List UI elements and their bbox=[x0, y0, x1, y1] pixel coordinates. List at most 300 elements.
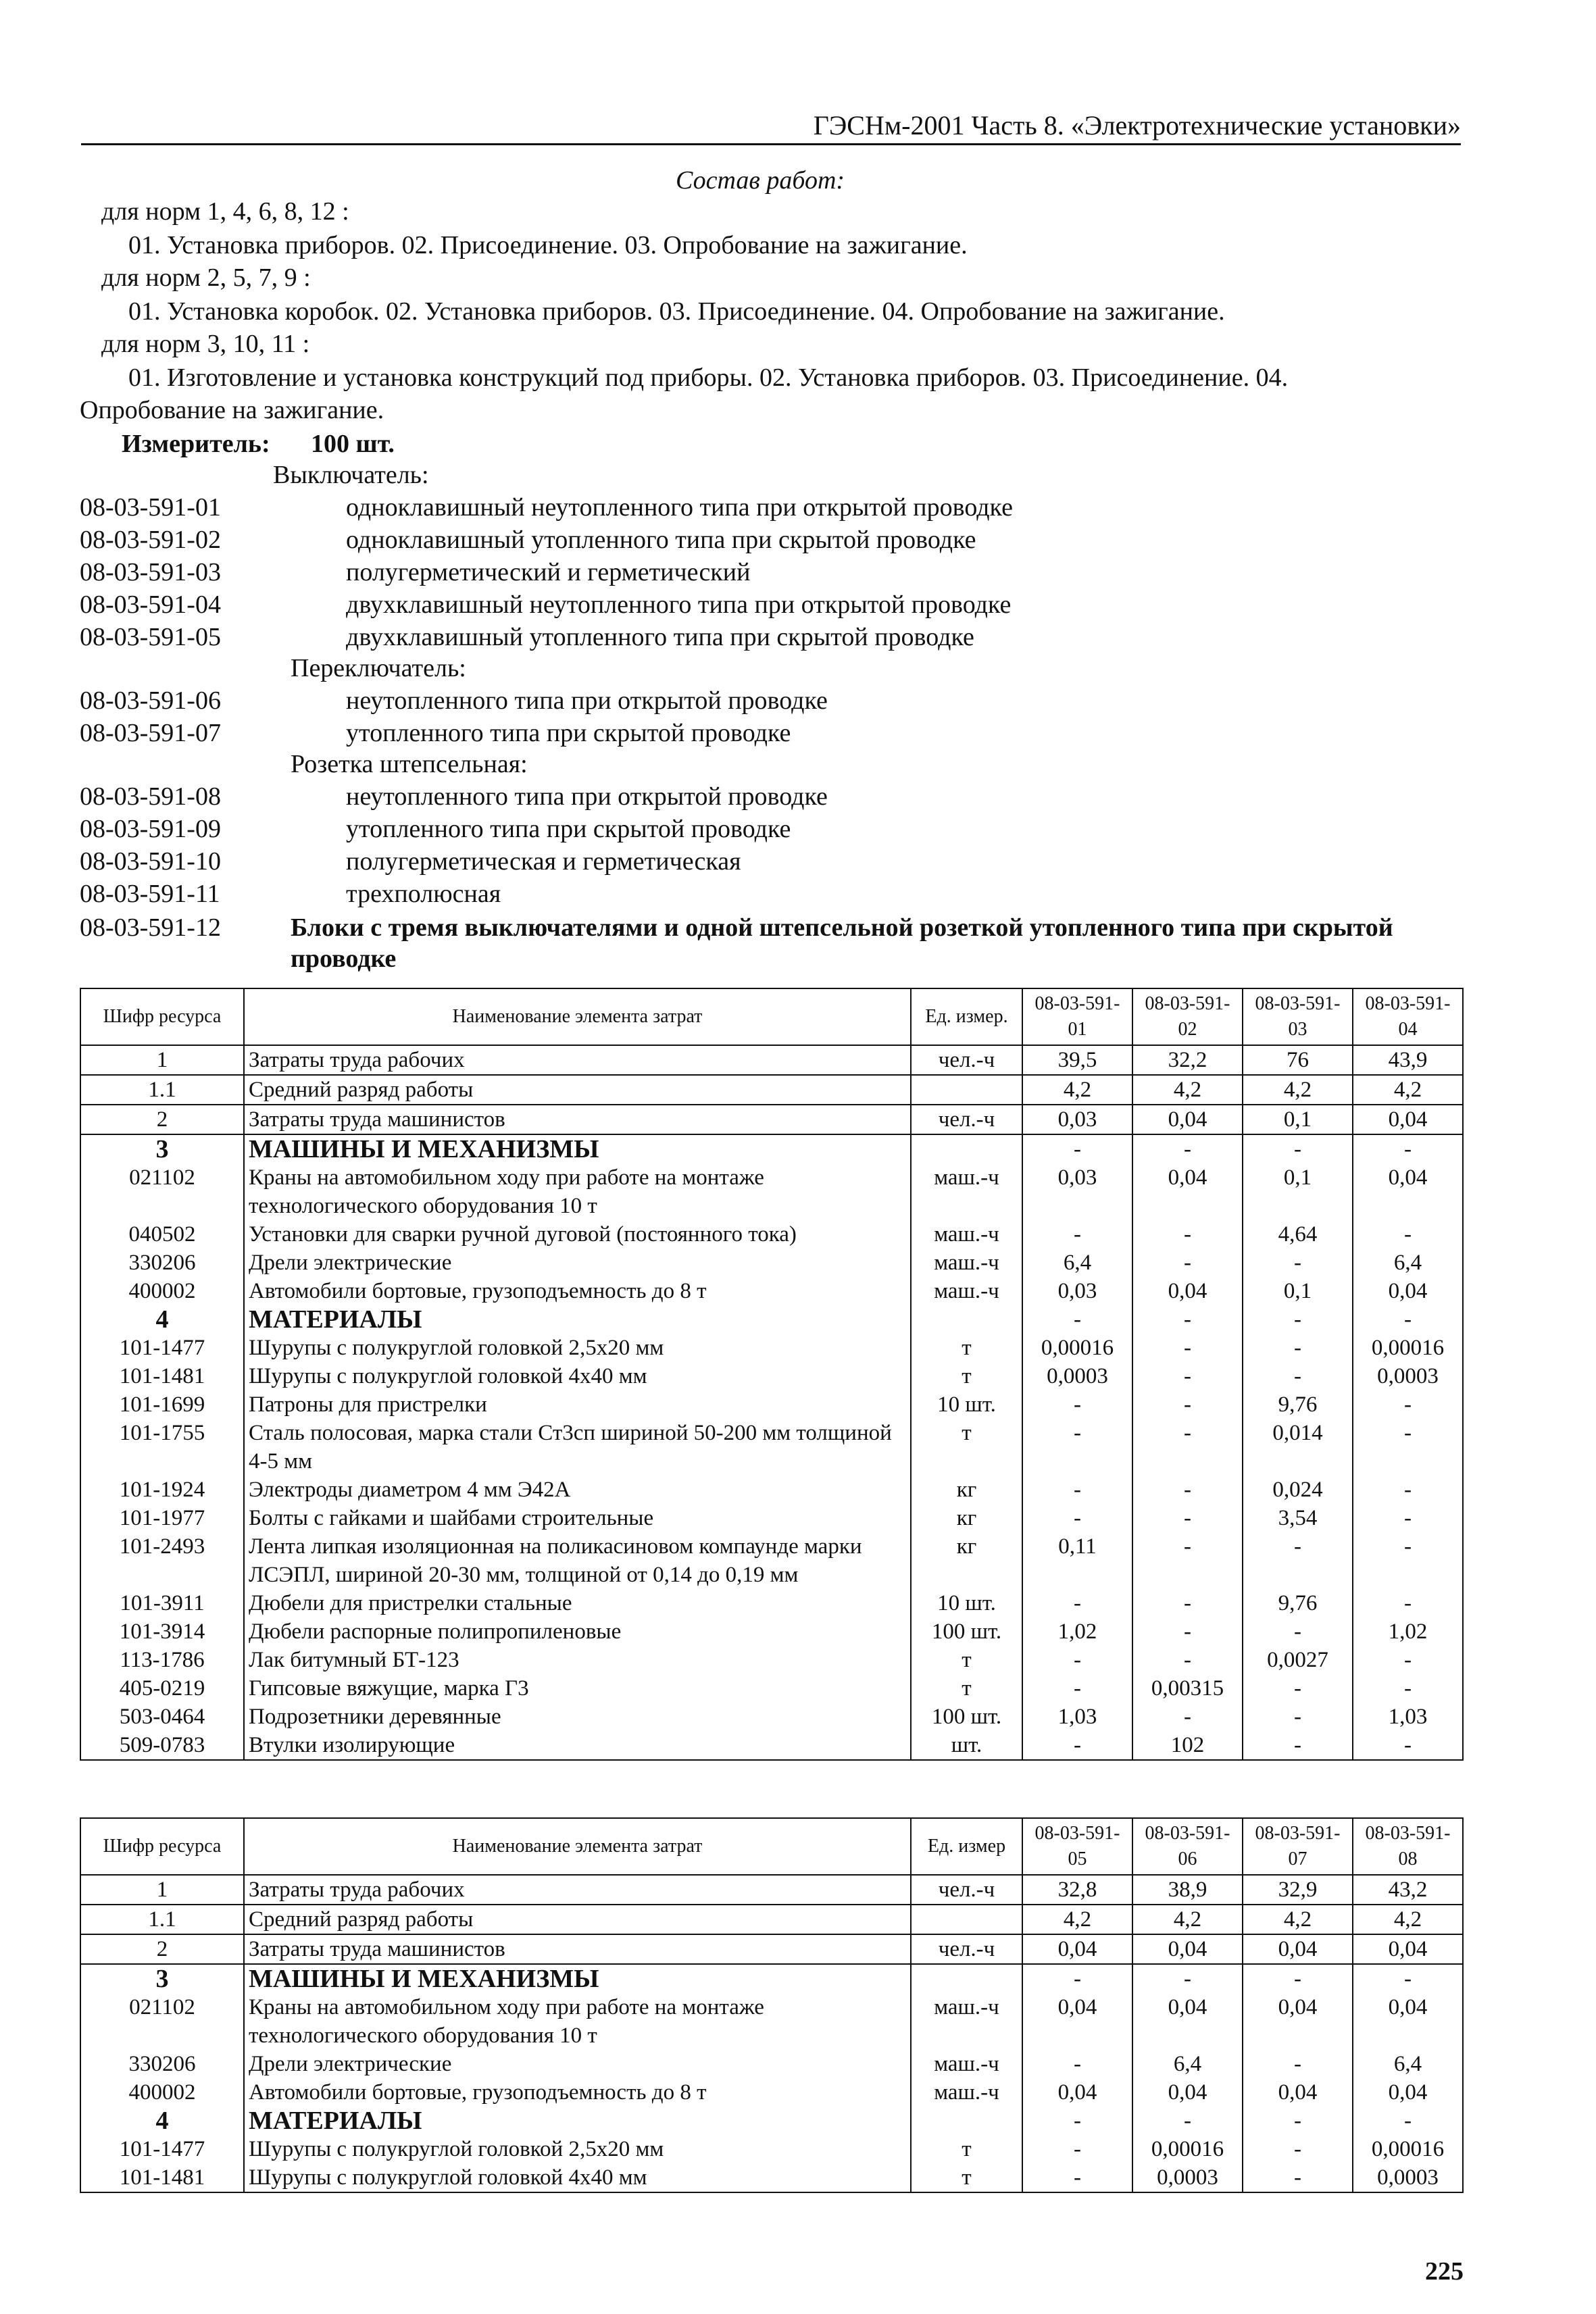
cell-value: 4,2 bbox=[1022, 1075, 1132, 1105]
table-1-body bbox=[80, 1045, 1463, 1760]
cell-value: 0,0003 bbox=[1132, 2163, 1243, 2192]
cell-name: Шурупы с полукруглой головкой 4х40 мм bbox=[244, 2163, 911, 2192]
cell-value: - bbox=[1243, 1305, 1353, 1334]
cell-unit: чел.-ч bbox=[911, 1875, 1022, 1905]
cell-value: 0,04 bbox=[1353, 1105, 1463, 1134]
table-row bbox=[80, 1589, 1463, 1617]
table-row bbox=[80, 1964, 1463, 1993]
cell-name: Краны на автомобильном ходу при работе на монтаже технологического оборудования 10 т bbox=[244, 1993, 911, 2050]
table-row bbox=[80, 1075, 1463, 1105]
cell-value: 4,2 bbox=[1132, 1075, 1243, 1105]
cell-unit: маш.-ч bbox=[911, 2050, 1022, 2078]
cell-name: МАШИНЫ И МЕХАНИЗМЫ bbox=[244, 1964, 911, 1993]
table-row bbox=[80, 1277, 1463, 1305]
cell-value: - bbox=[1353, 1532, 1463, 1589]
composition-text-3: 01. Изготовление и установка конструкций под приборы. 02. Установка приборов. 03. Присоединение. 04. bbox=[128, 363, 1289, 392]
table-row bbox=[80, 1993, 1463, 2050]
table-row bbox=[80, 1703, 1463, 1731]
cell-value: - bbox=[1243, 1134, 1353, 1163]
cell-value: - bbox=[1022, 2163, 1132, 2192]
cell-value: - bbox=[1132, 1589, 1243, 1617]
cell-value: - bbox=[1022, 1731, 1132, 1760]
table-row bbox=[80, 1134, 1463, 1163]
cell-value: - bbox=[1243, 1334, 1353, 1362]
cell-code: 101-3914 bbox=[80, 1617, 244, 1646]
cell-code: 101-2493 bbox=[80, 1532, 244, 1589]
norm-desc: двухклавишный неутопленного типа при открытой проводке bbox=[346, 590, 1012, 619]
cell-name: Установки для сварки ручной дуговой (постоянного тока) bbox=[244, 1220, 911, 1249]
header-norm: 08-03-591-08 bbox=[1353, 1818, 1463, 1875]
cell-value: - bbox=[1132, 1504, 1243, 1532]
table-row bbox=[80, 1674, 1463, 1703]
cell-value: 4,64 bbox=[1243, 1220, 1353, 1249]
cell-name: Краны на автомобильном ходу при работе на монтаже технологического оборудования 10 т bbox=[244, 1163, 911, 1220]
cell-value: - bbox=[1132, 1703, 1243, 1731]
cell-value: 9,76 bbox=[1243, 1390, 1353, 1419]
norm-code: 08-03-591-10 bbox=[80, 847, 221, 876]
cell-name: Сталь полосовая, марка стали Ст3сп шириной 50-200 мм толщиной 4-5 мм bbox=[244, 1419, 911, 1476]
table-row bbox=[80, 1504, 1463, 1532]
cell-value: - bbox=[1022, 1674, 1132, 1703]
cell-value: 4,2 bbox=[1243, 1905, 1353, 1934]
cell-unit: т bbox=[911, 2135, 1022, 2163]
cell-value: 0,0027 bbox=[1243, 1646, 1353, 1674]
header-norm: 08-03-591-01 bbox=[1022, 988, 1132, 1045]
cell-value: - bbox=[1353, 1305, 1463, 1334]
cell-value: 0,04 bbox=[1132, 1993, 1243, 2050]
cell-value: 0,00315 bbox=[1132, 1674, 1243, 1703]
cell-value: 0,04 bbox=[1353, 1277, 1463, 1305]
cell-value: - bbox=[1022, 1964, 1132, 1993]
cell-value: 0,024 bbox=[1243, 1476, 1353, 1504]
table-row bbox=[80, 1934, 1463, 1964]
cell-value: 76 bbox=[1243, 1045, 1353, 1075]
cell-value: - bbox=[1132, 1334, 1243, 1362]
cell-value: - bbox=[1353, 1390, 1463, 1419]
cell-value: - bbox=[1243, 2163, 1353, 2192]
header-unit: Ед. измер bbox=[911, 1818, 1022, 1875]
table-row bbox=[80, 2107, 1463, 2135]
cell-value: - bbox=[1353, 1504, 1463, 1532]
norm-desc: утопленного типа при скрытой проводке bbox=[346, 815, 791, 843]
cell-value: - bbox=[1022, 2107, 1132, 2135]
composition-text-3b: Опробование на зажигание. bbox=[80, 396, 384, 424]
cell-name: Болты с гайками и шайбами строительные bbox=[244, 1504, 911, 1532]
cell-unit bbox=[911, 1305, 1022, 1334]
cell-value: 1,02 bbox=[1353, 1617, 1463, 1646]
cell-unit bbox=[911, 1905, 1022, 1934]
cell-code: 101-3911 bbox=[80, 1589, 244, 1617]
cell-value: 32,8 bbox=[1022, 1875, 1132, 1905]
cell-value: 4,2 bbox=[1243, 1075, 1353, 1105]
table-row bbox=[80, 1362, 1463, 1390]
cell-name: Средний разряд работы bbox=[244, 1905, 911, 1934]
table-row bbox=[80, 1163, 1463, 1220]
cell-value: - bbox=[1353, 1646, 1463, 1674]
cell-value: 6,4 bbox=[1132, 2050, 1243, 2078]
cell-code: 040502 bbox=[80, 1220, 244, 1249]
cell-unit: кг bbox=[911, 1532, 1022, 1589]
table-row bbox=[80, 1617, 1463, 1646]
table-2-body bbox=[80, 1875, 1463, 2192]
cell-value: - bbox=[1243, 2135, 1353, 2163]
cell-value: 0,04 bbox=[1022, 1993, 1132, 2050]
cell-value: - bbox=[1132, 1419, 1243, 1476]
cell-code: 1 bbox=[80, 1875, 244, 1905]
cell-value: 0,00016 bbox=[1353, 2135, 1463, 2163]
cell-code: 2 bbox=[80, 1934, 244, 1964]
running-header: ГЭСНм-2001 Часть 8. «Электротехнические установки» bbox=[81, 108, 1461, 145]
cell-value: 0,04 bbox=[1132, 1105, 1243, 1134]
table-row bbox=[80, 1419, 1463, 1476]
cell-value: - bbox=[1132, 1617, 1243, 1646]
cell-unit: маш.-ч bbox=[911, 1220, 1022, 1249]
cell-unit: маш.-ч bbox=[911, 2078, 1022, 2107]
cell-value: - bbox=[1353, 1134, 1463, 1163]
cell-value: 4,2 bbox=[1353, 1905, 1463, 1934]
cell-value: - bbox=[1022, 1305, 1132, 1334]
group-heading-changeover: Переключатель: bbox=[291, 654, 466, 682]
cell-value: - bbox=[1243, 1731, 1353, 1760]
norm-code: 08-03-591-11 bbox=[80, 880, 220, 908]
table-row bbox=[80, 2135, 1463, 2163]
cell-value: 0,00016 bbox=[1353, 1334, 1463, 1362]
cell-value: 0,11 bbox=[1022, 1532, 1132, 1589]
header-name: Наименование элемента затрат bbox=[244, 988, 911, 1045]
cell-value: - bbox=[1243, 1703, 1353, 1731]
cell-value: 0,00016 bbox=[1132, 2135, 1243, 2163]
cell-value: 4,2 bbox=[1353, 1075, 1463, 1105]
cell-unit: чел.-ч bbox=[911, 1105, 1022, 1134]
table-row bbox=[80, 1532, 1463, 1589]
cell-code: 101-1481 bbox=[80, 1362, 244, 1390]
table-row bbox=[80, 1045, 1463, 1075]
cell-unit bbox=[911, 2107, 1022, 2135]
cell-value: 39,5 bbox=[1022, 1045, 1132, 1075]
header-name: Наименование элемента затрат bbox=[244, 1818, 911, 1875]
meter-value: 100 шт. bbox=[311, 430, 395, 458]
cell-value: - bbox=[1132, 2107, 1243, 2135]
cell-name: Электроды диаметром 4 мм Э42А bbox=[244, 1476, 911, 1504]
cell-value: - bbox=[1132, 1964, 1243, 1993]
header-norm: 08-03-591-03 bbox=[1243, 988, 1353, 1045]
cell-value: 0,04 bbox=[1132, 1934, 1243, 1964]
cell-value: - bbox=[1132, 1134, 1243, 1163]
cell-value: - bbox=[1132, 1249, 1243, 1277]
cell-value: 0,04 bbox=[1353, 2078, 1463, 2107]
cell-name: Дрели электрические bbox=[244, 2050, 911, 2078]
norm-desc: одноклавишный неутопленного типа при открытой проводке bbox=[346, 493, 1013, 522]
cell-value: 0,03 bbox=[1022, 1277, 1132, 1305]
cell-value: 0,04 bbox=[1132, 2078, 1243, 2107]
cell-value: - bbox=[1353, 1589, 1463, 1617]
cell-code: 509-0783 bbox=[80, 1731, 244, 1760]
cell-value: - bbox=[1353, 2107, 1463, 2135]
cell-value: - bbox=[1243, 1674, 1353, 1703]
composition-title: Состав работ: bbox=[676, 166, 845, 195]
cell-value: - bbox=[1243, 2050, 1353, 2078]
cell-value: - bbox=[1353, 1674, 1463, 1703]
norm-desc: полугерметический и герметический bbox=[346, 558, 751, 586]
cell-code: 3 bbox=[80, 1964, 244, 1993]
table-row bbox=[80, 1220, 1463, 1249]
table-row bbox=[80, 2078, 1463, 2107]
header-norm: 08-03-591-05 bbox=[1022, 1818, 1132, 1875]
cell-value: - bbox=[1353, 1731, 1463, 1760]
cell-value: 102 bbox=[1132, 1731, 1243, 1760]
cell-code: 2 bbox=[80, 1105, 244, 1134]
cell-code: 4 bbox=[80, 2107, 244, 2135]
norm-code: 08-03-591-01 bbox=[80, 493, 221, 522]
cell-value: 0,00016 bbox=[1022, 1334, 1132, 1362]
cell-code: 405-0219 bbox=[80, 1674, 244, 1703]
cell-value: 0,04 bbox=[1022, 2078, 1132, 2107]
cell-value: 0,03 bbox=[1022, 1163, 1132, 1220]
cell-code: 400002 bbox=[80, 2078, 244, 2107]
cell-name: Гипсовые вяжущие, марка Г3 bbox=[244, 1674, 911, 1703]
cell-value: - bbox=[1243, 1532, 1353, 1589]
cell-code: 1.1 bbox=[80, 1905, 244, 1934]
cell-unit: т bbox=[911, 1646, 1022, 1674]
norm-code: 08-03-591-12 bbox=[80, 913, 221, 942]
cell-unit: т bbox=[911, 1362, 1022, 1390]
table-row bbox=[80, 2050, 1463, 2078]
cell-value: - bbox=[1022, 2135, 1132, 2163]
cell-name: Автомобили бортовые, грузоподъемность до 8 т bbox=[244, 1277, 911, 1305]
norm-desc: полугерметическая и герметическая bbox=[346, 847, 741, 876]
cell-value: - bbox=[1132, 1220, 1243, 1249]
cell-value: 0,04 bbox=[1353, 1934, 1463, 1964]
cell-value: - bbox=[1353, 1220, 1463, 1249]
header-norm: 08-03-591-07 bbox=[1243, 1818, 1353, 1875]
group-heading-socket: Розетка штепсельная: bbox=[291, 750, 528, 778]
cell-value: 3,54 bbox=[1243, 1504, 1353, 1532]
composition-label-2: для норм 2, 5, 7, 9 : bbox=[101, 263, 311, 292]
cell-value: - bbox=[1132, 1362, 1243, 1390]
cell-value: 0,04 bbox=[1353, 1163, 1463, 1220]
cell-name: Затраты труда рабочих bbox=[244, 1875, 911, 1905]
composition-text-2: 01. Установка коробок. 02. Установка приборов. 03. Присоединение. 04. Опробование на зажигание. bbox=[128, 297, 1225, 326]
header-code: Шифр ресурса bbox=[80, 1818, 244, 1875]
header-code: Шифр ресурса bbox=[80, 988, 244, 1045]
cell-value: - bbox=[1243, 1964, 1353, 1993]
cell-value: 0,04 bbox=[1243, 1993, 1353, 2050]
cell-value: 0,04 bbox=[1022, 1934, 1132, 1964]
cell-unit: маш.-ч bbox=[911, 1277, 1022, 1305]
cell-value: - bbox=[1022, 1220, 1132, 1249]
cell-unit: т bbox=[911, 1674, 1022, 1703]
cell-code: 101-1481 bbox=[80, 2163, 244, 2192]
norm-code: 08-03-591-07 bbox=[80, 719, 221, 747]
cell-code: 330206 bbox=[80, 2050, 244, 2078]
table-row bbox=[80, 1249, 1463, 1277]
cell-name: Втулки изолирующие bbox=[244, 1731, 911, 1760]
cell-unit: шт. bbox=[911, 1731, 1022, 1760]
page-number: 225 bbox=[1425, 2257, 1464, 2286]
composition-label-1: для норм 1, 4, 6, 8, 12 : bbox=[101, 197, 349, 226]
norm-code: 08-03-591-04 bbox=[80, 590, 221, 619]
table-row bbox=[80, 1646, 1463, 1674]
norm-code: 08-03-591-08 bbox=[80, 782, 221, 811]
cell-name: Затраты труда машинистов bbox=[244, 1934, 911, 1964]
cell-value: 43,2 bbox=[1353, 1875, 1463, 1905]
cell-value: - bbox=[1022, 1390, 1132, 1419]
cell-value: 32,2 bbox=[1132, 1045, 1243, 1075]
cell-value: 6,4 bbox=[1353, 1249, 1463, 1277]
cell-value: 0,04 bbox=[1353, 1993, 1463, 2050]
header-unit: Ед. измер. bbox=[911, 988, 1022, 1045]
cell-value: 4,2 bbox=[1132, 1905, 1243, 1934]
cell-name: МАШИНЫ И МЕХАНИЗМЫ bbox=[244, 1134, 911, 1163]
cell-value: - bbox=[1243, 1249, 1353, 1277]
cell-value: 4,2 bbox=[1022, 1905, 1132, 1934]
cell-value: 0,04 bbox=[1132, 1277, 1243, 1305]
cell-code: 503-0464 bbox=[80, 1703, 244, 1731]
cell-unit: маш.-ч bbox=[911, 1993, 1022, 2050]
meter-label: Измеритель: bbox=[122, 430, 270, 458]
cell-code: 400002 bbox=[80, 1277, 244, 1305]
norm-desc: двухклавишный утопленного типа при скрытой проводке bbox=[346, 623, 974, 651]
cell-code: 101-1477 bbox=[80, 1334, 244, 1362]
composition-label-3: для норм 3, 10, 11 : bbox=[101, 330, 310, 358]
cell-value: - bbox=[1353, 1419, 1463, 1476]
norm-code: 08-03-591-02 bbox=[80, 526, 221, 554]
cell-unit bbox=[911, 1134, 1022, 1163]
cell-value: 9,76 bbox=[1243, 1589, 1353, 1617]
cell-value: - bbox=[1132, 1476, 1243, 1504]
cell-code: 101-1977 bbox=[80, 1504, 244, 1532]
cell-value: 0,0003 bbox=[1353, 2163, 1463, 2192]
cell-value: - bbox=[1243, 2107, 1353, 2135]
cell-value: 1,02 bbox=[1022, 1617, 1132, 1646]
cell-value: - bbox=[1022, 1646, 1132, 1674]
norm-code: 08-03-591-05 bbox=[80, 623, 221, 651]
table-row bbox=[80, 1390, 1463, 1419]
cell-value: - bbox=[1022, 2050, 1132, 2078]
cell-value: 0,04 bbox=[1132, 1163, 1243, 1220]
cell-value: 0,1 bbox=[1243, 1163, 1353, 1220]
cell-value: 0,1 bbox=[1243, 1105, 1353, 1134]
cell-name: Шурупы с полукруглой головкой 2,5х20 мм bbox=[244, 2135, 911, 2163]
composition-text-1: 01. Установка приборов. 02. Присоединение. 03. Опробование на зажигание. bbox=[128, 231, 968, 259]
cell-value: - bbox=[1353, 1476, 1463, 1504]
cell-unit: т bbox=[911, 1334, 1022, 1362]
cell-code: 113-1786 bbox=[80, 1646, 244, 1674]
cell-unit bbox=[911, 1075, 1022, 1105]
cell-code: 1 bbox=[80, 1045, 244, 1075]
cell-value: - bbox=[1022, 1476, 1132, 1504]
cell-name: Дюбели для пристрелки стальные bbox=[244, 1589, 911, 1617]
cell-code: 330206 bbox=[80, 1249, 244, 1277]
cell-code: 101-1924 bbox=[80, 1476, 244, 1504]
resource-table-1 bbox=[80, 988, 1464, 1761]
norm-code: 08-03-591-06 bbox=[80, 686, 221, 715]
header-norm: 08-03-591-02 bbox=[1132, 988, 1243, 1045]
cell-unit: чел.-ч bbox=[911, 1934, 1022, 1964]
cell-name: Шурупы с полукруглой головкой 2,5х20 мм bbox=[244, 1334, 911, 1362]
cell-value: - bbox=[1132, 1305, 1243, 1334]
cell-value: 1,03 bbox=[1022, 1703, 1132, 1731]
cell-value: 0,04 bbox=[1243, 1934, 1353, 1964]
cell-value: - bbox=[1022, 1419, 1132, 1476]
cell-unit: кг bbox=[911, 1504, 1022, 1532]
cell-unit bbox=[911, 1964, 1022, 1993]
table-row bbox=[80, 2163, 1463, 2192]
cell-name: Лак битумный БТ-123 bbox=[244, 1646, 911, 1674]
cell-code: 4 bbox=[80, 1305, 244, 1334]
header-norm: 08-03-591-04 bbox=[1353, 988, 1463, 1045]
cell-value: - bbox=[1022, 1134, 1132, 1163]
norm-desc: неутопленного типа при открытой проводке bbox=[346, 782, 828, 811]
cell-value: - bbox=[1243, 1617, 1353, 1646]
cell-value: 1,03 bbox=[1353, 1703, 1463, 1731]
group-heading-switch: Выключатель: bbox=[273, 461, 429, 489]
header-norm: 08-03-591-06 bbox=[1132, 1818, 1243, 1875]
cell-value: 6,4 bbox=[1353, 2050, 1463, 2078]
cell-value: 0,0003 bbox=[1022, 1362, 1132, 1390]
cell-value: 0,014 bbox=[1243, 1419, 1353, 1476]
cell-name: МАТЕРИАЛЫ bbox=[244, 1305, 911, 1334]
table-row bbox=[80, 1305, 1463, 1334]
cell-value: 0,0003 bbox=[1353, 1362, 1463, 1390]
cell-value: - bbox=[1132, 1390, 1243, 1419]
norm-desc: Блоки с тремя выключателями и одной штепсельной розеткой утопленного типа при скрытой проводке bbox=[291, 913, 1393, 973]
cell-name: Дрели электрические bbox=[244, 1249, 911, 1277]
table-row bbox=[80, 1476, 1463, 1504]
norm-code: 08-03-591-03 bbox=[80, 558, 221, 586]
cell-name: Лента липкая изоляционная на поликасиновом компаунде марки ЛСЭПЛ, шириной 20-30 мм, толщиной от 0,14 до 0,19 мм bbox=[244, 1532, 911, 1589]
cell-value: 6,4 bbox=[1022, 1249, 1132, 1277]
cell-name: Шурупы с полукруглой головкой 4х40 мм bbox=[244, 1362, 911, 1390]
cell-code: 101-1755 bbox=[80, 1419, 244, 1476]
cell-value: 43,9 bbox=[1353, 1045, 1463, 1075]
cell-value: 0,04 bbox=[1243, 2078, 1353, 2107]
cell-unit: 10 шт. bbox=[911, 1589, 1022, 1617]
cell-name: Дюбели распорные полипропиленовые bbox=[244, 1617, 911, 1646]
cell-value: 32,9 bbox=[1243, 1875, 1353, 1905]
cell-code: 101-1477 bbox=[80, 2135, 244, 2163]
cell-value: 0,1 bbox=[1243, 1277, 1353, 1305]
table-row bbox=[80, 1875, 1463, 1905]
cell-unit: маш.-ч bbox=[911, 1163, 1022, 1220]
cell-unit: т bbox=[911, 1419, 1022, 1476]
cell-name: Затраты труда рабочих bbox=[244, 1045, 911, 1075]
cell-name: Подрозетники деревянные bbox=[244, 1703, 911, 1731]
cell-unit: 100 шт. bbox=[911, 1617, 1022, 1646]
cell-code: 021102 bbox=[80, 1163, 244, 1220]
cell-value: - bbox=[1132, 1532, 1243, 1589]
cell-unit: 100 шт. bbox=[911, 1703, 1022, 1731]
cell-name: МАТЕРИАЛЫ bbox=[244, 2107, 911, 2135]
cell-value: 0,03 bbox=[1022, 1105, 1132, 1134]
norm-code: 08-03-591-09 bbox=[80, 815, 221, 843]
cell-value: - bbox=[1022, 1589, 1132, 1617]
table-row bbox=[80, 1334, 1463, 1362]
table-row bbox=[80, 1905, 1463, 1934]
cell-code: 101-1699 bbox=[80, 1390, 244, 1419]
cell-name: Средний разряд работы bbox=[244, 1075, 911, 1105]
table-row bbox=[80, 1731, 1463, 1760]
cell-value: - bbox=[1243, 1362, 1353, 1390]
cell-code: 1.1 bbox=[80, 1075, 244, 1105]
cell-value: 38,9 bbox=[1132, 1875, 1243, 1905]
cell-unit: чел.-ч bbox=[911, 1045, 1022, 1075]
norm-desc: неутопленного типа при открытой проводке bbox=[346, 686, 828, 715]
norm-desc: утопленного типа при скрытой проводке bbox=[346, 719, 791, 747]
cell-value: - bbox=[1353, 1964, 1463, 1993]
norm-desc: одноклавишный утопленного типа при скрытой проводке bbox=[346, 526, 976, 554]
cell-unit: 10 шт. bbox=[911, 1390, 1022, 1419]
